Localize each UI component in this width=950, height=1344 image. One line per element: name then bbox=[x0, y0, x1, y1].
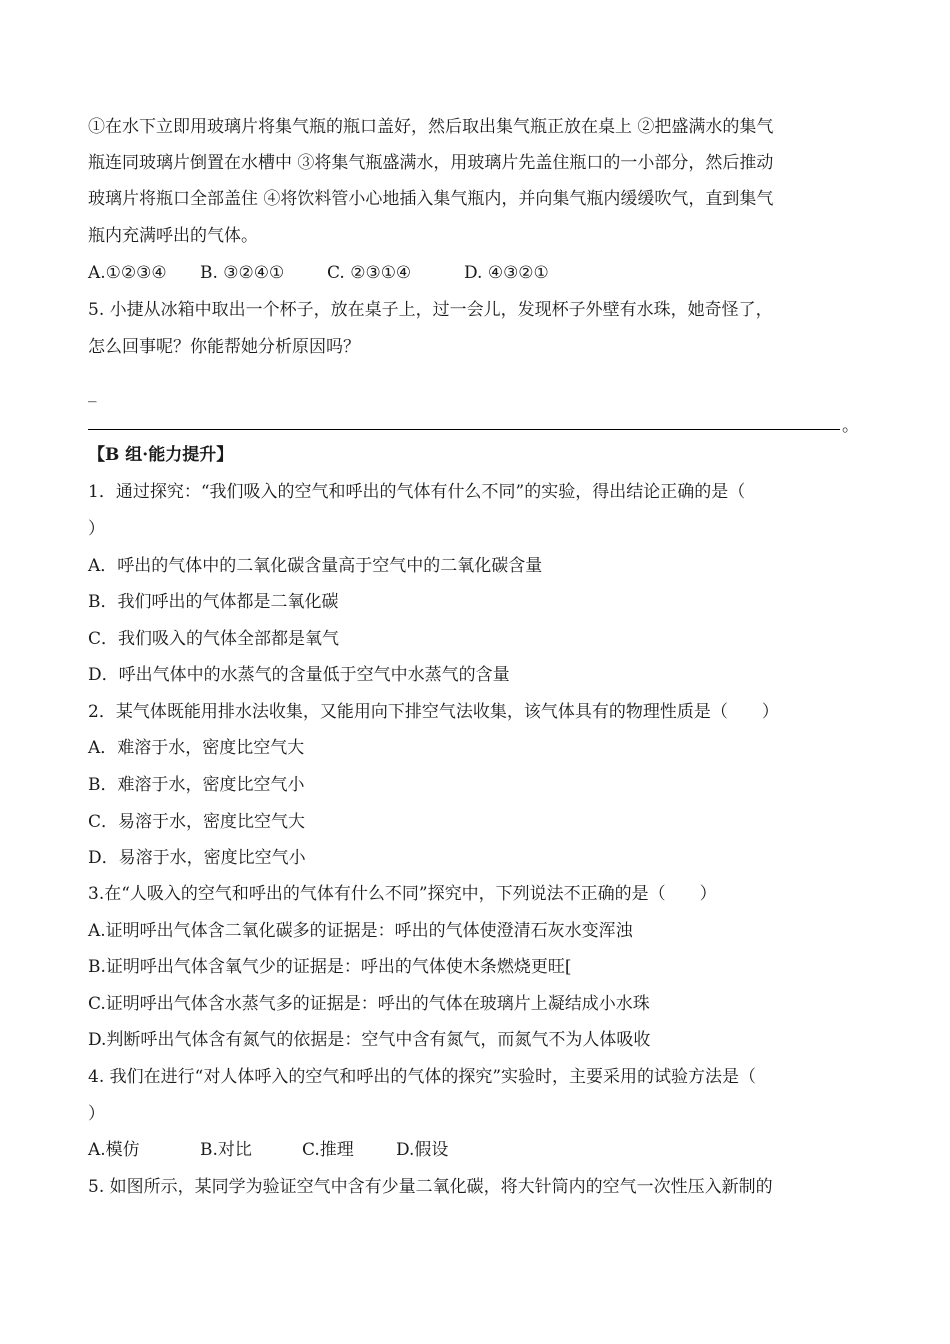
a-q4-step-line: 瓶内充满呼出的气体。 bbox=[88, 226, 258, 246]
a-q4-option: B. ③②④① bbox=[200, 263, 285, 283]
b-q4-option: D.假设 bbox=[396, 1140, 449, 1160]
b-q2-option: B．难溶于水，密度比空气小 bbox=[88, 775, 305, 795]
b-q1-stem-cont: ） bbox=[88, 519, 105, 539]
b-q4-option: A.模仿 bbox=[88, 1140, 140, 1160]
b-q1-option: D．呼出气体中的水蒸气的含量低于空气中水蒸气的含量 bbox=[88, 665, 510, 685]
b-q4-option: B.对比 bbox=[200, 1140, 252, 1160]
b-q1-option: B．我们呼出的气体都是二氧化碳 bbox=[88, 592, 339, 612]
a-q5-stem-line: 5. 小捷从冰箱中取出一个杯子，放在桌子上，过一会儿，发现杯子外壁有水珠，她奇怪了， bbox=[88, 300, 773, 320]
a-q4-step-line: 瓶连同玻璃片倒置在水槽中 ③将集气瓶盛满水，用玻璃片先盖住瓶口的一小部分，然后推动 bbox=[88, 153, 774, 173]
answer-blank-line bbox=[88, 429, 840, 430]
b-q3-option: B.证明呼出气体含氧气少的证据是：呼出的气体使木条燃烧更旺[ bbox=[88, 957, 572, 977]
a-q4-step-line: ①在水下立即用玻璃片将集气瓶的瓶口盖好，然后取出集气瓶正放在桌上 ②把盛满水的集气 bbox=[88, 117, 774, 137]
b-q4-stem: 4. 我们在进行“对人体呼入的空气和呼出的气体的探究”实验时，主要采用的试验方法是（ bbox=[88, 1067, 757, 1087]
b-q2-option: A．难溶于水，密度比空气大 bbox=[88, 738, 305, 758]
b-q4-option: C.推理 bbox=[302, 1140, 354, 1160]
a-q4-options bbox=[88, 261, 868, 285]
b-q4-stem-cont: ） bbox=[88, 1104, 105, 1124]
b-q3-option: A.证明呼出气体含二氧化碳多的证据是：呼出的气体使澄清石灰水变浑浊 bbox=[88, 921, 633, 941]
b-q1-stem: 1．通过探究：“我们吸入的空气和呼出的气体有什么不同”的实验，得出结论正确的是（ bbox=[88, 482, 746, 502]
b-q2-option: D．易溶于水，密度比空气小 bbox=[88, 848, 306, 868]
a-q5-answer-start: _ bbox=[88, 383, 97, 403]
b-q1-option: C．我们吸入的气体全部都是氧气 bbox=[88, 629, 340, 649]
a-q4-step-line: 玻璃片将瓶口全部盖住 ④将饮料管小心地插入集气瓶内，并向集气瓶内缓缓吹气，直到集气 bbox=[88, 189, 774, 209]
section-heading: 【B 组·能力提升】 bbox=[88, 445, 234, 465]
b-q4-options bbox=[88, 1138, 868, 1162]
a-q4-option: D. ④③②① bbox=[464, 263, 549, 283]
b-q1-option: A．呼出的气体中的二氧化碳含量高于空气中的二氧化碳含量 bbox=[88, 556, 543, 576]
b-q3-option: D.判断呼出气体含有氮气的依据是：空气中含有氮气，而氮气不为人体吸收 bbox=[88, 1030, 651, 1050]
b-q5-stem: 5. 如图所示，某同学为验证空气中含有少量二氧化碳，将大针筒内的空气一次性压入新制的 bbox=[88, 1177, 773, 1197]
a-q5-stem-line: 怎么回事呢？你能帮她分析原因吗？ bbox=[88, 337, 360, 357]
a-q4-option: A.①②③④ bbox=[88, 263, 167, 283]
a-q4-option: C. ②③①④ bbox=[327, 263, 412, 283]
b-q3-option: C.证明呼出气体含水蒸气多的证据是：呼出的气体在玻璃片上凝结成小水珠 bbox=[88, 994, 650, 1014]
b-q2-stem: 2．某气体既能用排水法收集，又能用向下排空气法收集，该气体具有的物理性质是（ ） bbox=[88, 702, 779, 722]
a-q5-answer-end: 。 bbox=[842, 416, 859, 436]
b-q3-stem: 3.在“人吸入的空气和呼出的气体有什么不同”探究中，下列说法不正确的是（ ） bbox=[88, 884, 717, 904]
b-q2-option: C．易溶于水，密度比空气大 bbox=[88, 812, 306, 832]
